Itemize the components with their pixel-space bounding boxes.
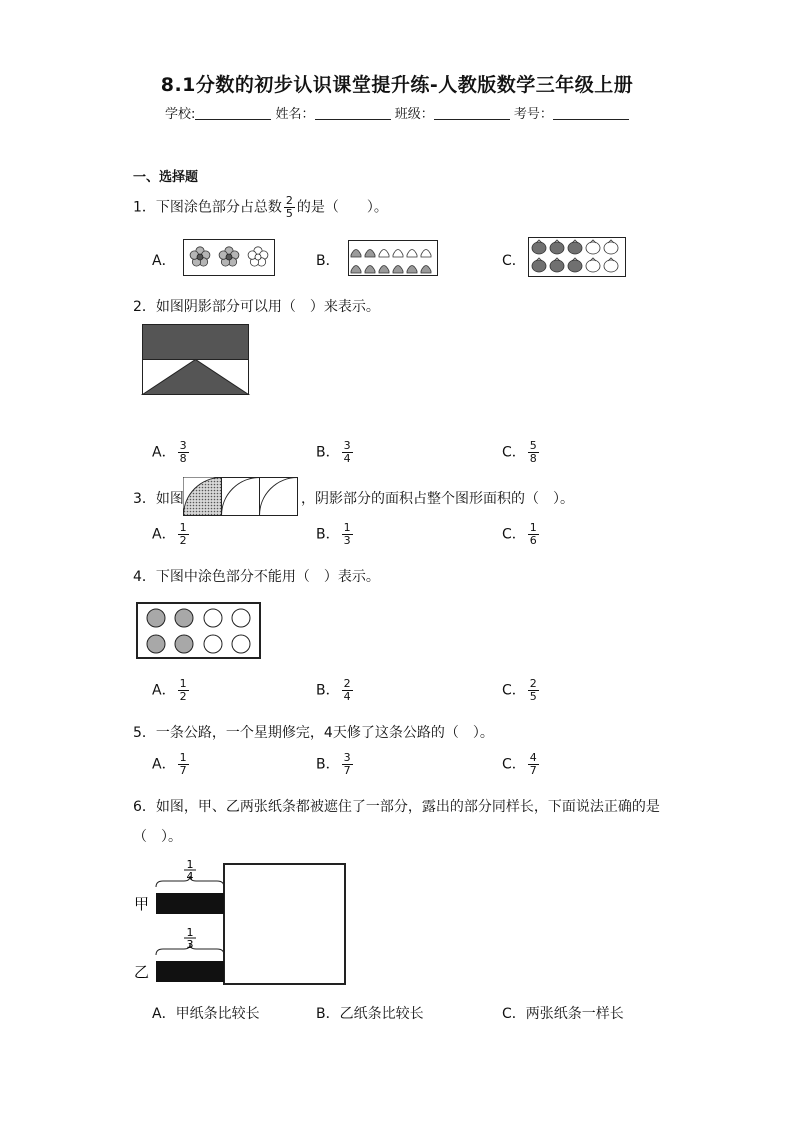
- question-1-text: 1．下图涂色部分占总数: [133, 199, 282, 216]
- q6-option-c[interactable]: C．两张纸条一样长: [502, 1006, 624, 1022]
- flowers-figure: [183, 239, 275, 276]
- circle-empty: [232, 635, 250, 653]
- question-5-text: 5．一条公路，一个星期修完，4天修了这条公路的（ ）。: [133, 725, 494, 741]
- yi-strip: [156, 961, 224, 982]
- q3-option-b[interactable]: B． $\frac{1}{3}$: [316, 521, 351, 547]
- q2-option-b[interactable]: B． $\frac{3}{4}$: [316, 439, 351, 465]
- q1-option-b[interactable]: B．: [316, 253, 340, 269]
- q3-option-c[interactable]: C． $\frac{1}{6}$: [502, 521, 537, 547]
- q1-option-a[interactable]: A．: [152, 253, 176, 269]
- q3-option-a[interactable]: A． $\frac{1}{2}$: [152, 521, 187, 547]
- jia-frac-num: 1: [186, 858, 194, 871]
- class-label: 班级：: [394, 107, 434, 122]
- circle-shaded: [147, 609, 165, 627]
- q6-option-a[interactable]: A．甲纸条比较长: [152, 1006, 260, 1022]
- student-info-line: [165, 103, 629, 122]
- page-title: 8.1分数的初步认识课堂提升练-人教版数学三年级上册: [160, 74, 634, 96]
- q1-option-c[interactable]: C．: [502, 253, 526, 269]
- yi-label: 乙: [134, 963, 150, 981]
- circle-shaded: [175, 609, 193, 627]
- name-blank[interactable]: [315, 105, 391, 120]
- jia-frac-den: 4: [186, 870, 194, 883]
- name-label: 姓名：: [275, 107, 315, 122]
- q5-option-c[interactable]: C． $\frac{4}{7}$: [502, 751, 537, 777]
- yi-frac-num: 1: [186, 926, 194, 939]
- q5-option-b[interactable]: B． $\frac{3}{7}$: [316, 751, 351, 777]
- q4-option-a[interactable]: A． $\frac{1}{2}$: [152, 677, 187, 703]
- q4-option-b[interactable]: B． $\frac{2}{4}$: [316, 677, 351, 703]
- circle-empty: [232, 609, 250, 627]
- school-label: 学校:: [165, 107, 196, 122]
- question-6-text-line2: （ ）。: [133, 829, 182, 845]
- question-1-fraction: $\frac{2}{5}$: [285, 194, 293, 220]
- question-6-text-line1: 6．如图，甲、乙两张纸条都被遮住了一部分，露出的部分同样长，下面说法正确的是: [133, 799, 660, 815]
- question-1-text-end: 的是（ ）。: [296, 199, 388, 216]
- jia-label: 甲: [134, 895, 150, 913]
- q5-option-a[interactable]: A． $\frac{1}{7}$: [152, 751, 187, 777]
- exam-no-blank[interactable]: [553, 105, 629, 120]
- question-4-text: 4．下图中涂色部分不能用（ ）表示。: [133, 569, 380, 585]
- yi-frac-den: 3: [186, 938, 194, 951]
- quarter-circle-figure: [183, 477, 299, 517]
- section-title: 一、选择题: [133, 170, 199, 185]
- q6-option-b[interactable]: B．乙纸条比较长: [316, 1006, 424, 1022]
- question-3-text-end: ，阴影部分的面积占整个图形面积的（ ）。: [301, 491, 574, 507]
- circle-empty: [204, 635, 222, 653]
- question-2-text: 2．如图阴影部分可以用（ ）来表示。: [133, 299, 380, 315]
- jia-strip: [156, 893, 224, 914]
- school-blank[interactable]: [195, 105, 271, 120]
- paper-strips-figure: [130, 856, 350, 986]
- circle-empty: [204, 609, 222, 627]
- class-blank[interactable]: [434, 105, 510, 120]
- exam-no-label: 考号：: [513, 107, 553, 122]
- cover-square: [224, 864, 345, 984]
- shaded-rectangle-figure: [142, 324, 250, 396]
- q2-option-c[interactable]: C． $\frac{5}{8}$: [502, 439, 537, 465]
- question-3-text-start: 3．如图: [133, 491, 184, 507]
- q4-option-c[interactable]: C． $\frac{2}{5}$: [502, 677, 537, 703]
- q2-option-a[interactable]: A． $\frac{3}{8}$: [152, 439, 187, 465]
- circles-figure: [136, 602, 262, 660]
- circle-shaded: [147, 635, 165, 653]
- circle-shaded: [175, 635, 193, 653]
- peaches-figure: [348, 240, 438, 276]
- question-1: [133, 195, 388, 220]
- tomatoes-figure: [528, 237, 626, 277]
